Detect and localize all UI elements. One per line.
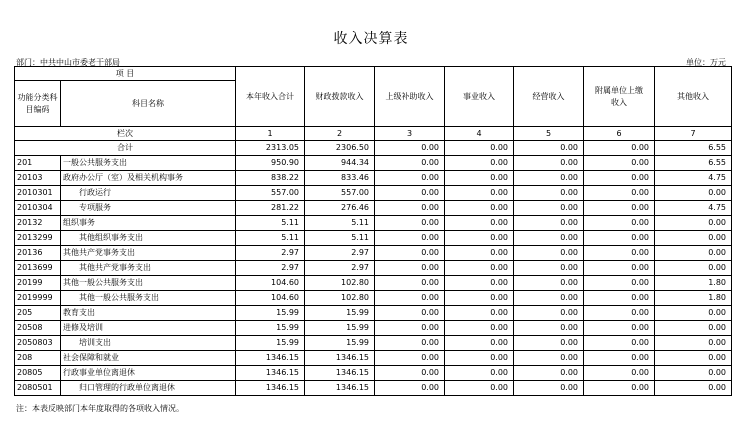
row-value: 0.00 xyxy=(584,246,655,261)
row-value: 5.11 xyxy=(236,231,305,246)
total-value: 0.00 xyxy=(514,141,584,156)
row-code: 20132 xyxy=(15,216,61,231)
row-value: 4.75 xyxy=(655,171,732,186)
seq-6: 6 xyxy=(584,127,655,141)
row-value: 0.00 xyxy=(514,216,584,231)
row-value: 15.99 xyxy=(236,336,305,351)
total-value: 6.55 xyxy=(655,141,732,156)
row-value: 0.00 xyxy=(375,276,445,291)
row-value: 0.00 xyxy=(655,321,732,336)
row-value: 0.00 xyxy=(655,366,732,381)
row-name: 组织事务 xyxy=(61,216,236,231)
row-value: 0.00 xyxy=(584,351,655,366)
header-name-col: 科目名称 xyxy=(61,81,236,127)
row-code: 20508 xyxy=(15,321,61,336)
row-value: 0.00 xyxy=(375,201,445,216)
row-value: 0.00 xyxy=(445,276,514,291)
table-row xyxy=(15,381,732,396)
row-value: 0.00 xyxy=(375,231,445,246)
row-value: 0.00 xyxy=(445,366,514,381)
row-value: 0.00 xyxy=(375,351,445,366)
row-value: 0.00 xyxy=(655,261,732,276)
row-value: 0.00 xyxy=(514,321,584,336)
table-row xyxy=(15,351,732,366)
row-name: 专项服务 xyxy=(61,201,236,216)
table-row xyxy=(15,216,732,231)
row-value: 838.22 xyxy=(236,171,305,186)
header-code-col: 功能分类科目编码 xyxy=(15,81,61,127)
row-value: 1346.15 xyxy=(236,351,305,366)
row-name: 其他一般公共服务支出 xyxy=(61,276,236,291)
seq-2: 2 xyxy=(305,127,375,141)
row-value: 0.00 xyxy=(584,156,655,171)
row-code: 208 xyxy=(15,351,61,366)
total-label: 合计 xyxy=(15,141,236,156)
row-name: 进修及培训 xyxy=(61,321,236,336)
row-value: 0.00 xyxy=(584,336,655,351)
row-value: 0.00 xyxy=(445,216,514,231)
row-value: 0.00 xyxy=(514,291,584,306)
row-code: 205 xyxy=(15,306,61,321)
seq-5: 5 xyxy=(514,127,584,141)
total-value: 2313.05 xyxy=(236,141,305,156)
row-value: 0.00 xyxy=(514,201,584,216)
row-value: 0.00 xyxy=(584,276,655,291)
seq-1: 1 xyxy=(236,127,305,141)
row-value: 1.80 xyxy=(655,291,732,306)
row-value: 0.00 xyxy=(375,381,445,396)
row-code: 2013699 xyxy=(15,261,61,276)
row-value: 0.00 xyxy=(445,201,514,216)
row-value: 0.00 xyxy=(445,291,514,306)
seq-3: 3 xyxy=(375,127,445,141)
row-value: 1.80 xyxy=(655,276,732,291)
total-value: 0.00 xyxy=(445,141,514,156)
row-value: 0.00 xyxy=(514,186,584,201)
total-row xyxy=(15,141,732,156)
row-value: 0.00 xyxy=(514,366,584,381)
row-name: 归口管理的行政单位离退休 xyxy=(61,381,236,396)
row-value: 0.00 xyxy=(375,156,445,171)
row-value: 281.22 xyxy=(236,201,305,216)
row-value: 0.00 xyxy=(514,306,584,321)
row-code: 2080501 xyxy=(15,381,61,396)
row-code: 201 xyxy=(15,156,61,171)
table-row xyxy=(15,231,732,246)
row-name: 培训支出 xyxy=(61,336,236,351)
row-value: 0.00 xyxy=(655,246,732,261)
seq-4: 4 xyxy=(445,127,514,141)
row-value: 1346.15 xyxy=(236,366,305,381)
table-row xyxy=(15,336,732,351)
table-row xyxy=(15,366,732,381)
row-value: 950.90 xyxy=(236,156,305,171)
row-name: 其他组织事务支出 xyxy=(61,231,236,246)
header-col-7: 其他收入 xyxy=(655,67,732,127)
row-value: 0.00 xyxy=(584,216,655,231)
row-value: 0.00 xyxy=(375,171,445,186)
table-row xyxy=(15,291,732,306)
row-value: 0.00 xyxy=(445,336,514,351)
row-value: 0.00 xyxy=(445,261,514,276)
row-name: 一般公共服务支出 xyxy=(61,156,236,171)
row-value: 944.34 xyxy=(305,156,375,171)
row-value: 0.00 xyxy=(514,381,584,396)
row-value: 0.00 xyxy=(655,336,732,351)
row-value: 0.00 xyxy=(375,291,445,306)
seq-label: 栏次 xyxy=(15,127,236,141)
row-value: 0.00 xyxy=(375,306,445,321)
footnote: 注：本表反映部门本年度取得的各项收入情况。 xyxy=(16,404,184,413)
table-row xyxy=(15,306,732,321)
row-value: 0.00 xyxy=(514,246,584,261)
table-row xyxy=(15,156,732,171)
row-value: 557.00 xyxy=(305,186,375,201)
table-row xyxy=(15,171,732,186)
row-value: 0.00 xyxy=(375,246,445,261)
row-value: 5.11 xyxy=(305,231,375,246)
row-value: 0.00 xyxy=(445,231,514,246)
row-value: 557.00 xyxy=(236,186,305,201)
row-name: 政府办公厅（室）及相关机构事务 xyxy=(61,171,236,186)
row-value: 4.75 xyxy=(655,201,732,216)
row-value: 0.00 xyxy=(584,171,655,186)
row-value: 15.99 xyxy=(305,336,375,351)
row-value: 0.00 xyxy=(584,261,655,276)
row-value: 0.00 xyxy=(584,231,655,246)
row-value: 0.00 xyxy=(445,171,514,186)
row-code: 20199 xyxy=(15,276,61,291)
row-value: 0.00 xyxy=(514,261,584,276)
row-value: 2.97 xyxy=(305,246,375,261)
header-item-group: 项 目 xyxy=(15,67,236,81)
row-value: 15.99 xyxy=(236,306,305,321)
table-row xyxy=(15,186,732,201)
row-value: 0.00 xyxy=(655,216,732,231)
row-value: 0.00 xyxy=(584,321,655,336)
department-label: 部门：中共中山市委老干部局 xyxy=(16,58,120,67)
header-col-3: 上级补助收入 xyxy=(375,67,445,127)
row-code: 2050803 xyxy=(15,336,61,351)
row-name: 行政运行 xyxy=(61,186,236,201)
row-value: 276.46 xyxy=(305,201,375,216)
row-code: 20103 xyxy=(15,171,61,186)
row-value: 5.11 xyxy=(305,216,375,231)
row-value: 833.46 xyxy=(305,171,375,186)
header-col-2: 财政拨款收入 xyxy=(305,67,375,127)
row-value: 5.11 xyxy=(236,216,305,231)
table-row xyxy=(15,246,732,261)
row-code: 20136 xyxy=(15,246,61,261)
table-row xyxy=(15,276,732,291)
row-name: 其他共产党事务支出 xyxy=(61,246,236,261)
row-value: 0.00 xyxy=(514,351,584,366)
row-code: 20805 xyxy=(15,366,61,381)
row-value: 0.00 xyxy=(584,186,655,201)
row-value: 0.00 xyxy=(514,156,584,171)
row-value: 0.00 xyxy=(584,201,655,216)
row-code: 2013299 xyxy=(15,231,61,246)
row-value: 0.00 xyxy=(514,171,584,186)
row-value: 1346.15 xyxy=(305,351,375,366)
row-code: 2010304 xyxy=(15,201,61,216)
row-value: 1346.15 xyxy=(305,381,375,396)
row-value: 1346.15 xyxy=(305,366,375,381)
row-value: 0.00 xyxy=(584,366,655,381)
row-name: 教育支出 xyxy=(61,306,236,321)
total-value: 0.00 xyxy=(584,141,655,156)
row-value: 0.00 xyxy=(445,351,514,366)
row-value: 0.00 xyxy=(655,231,732,246)
row-value: 0.00 xyxy=(584,381,655,396)
header-col-6: 附属单位上缴收入 xyxy=(584,67,655,127)
row-value: 102.80 xyxy=(305,276,375,291)
row-value: 0.00 xyxy=(445,381,514,396)
row-value: 0.00 xyxy=(655,351,732,366)
table-row xyxy=(15,261,732,276)
table-row xyxy=(15,321,732,336)
row-value: 0.00 xyxy=(655,381,732,396)
row-value: 15.99 xyxy=(305,306,375,321)
income-table xyxy=(14,66,732,396)
row-name: 社会保障和就业 xyxy=(61,351,236,366)
row-value: 0.00 xyxy=(514,336,584,351)
row-value: 0.00 xyxy=(445,321,514,336)
row-name: 其他一般公共服务支出 xyxy=(61,291,236,306)
row-value: 15.99 xyxy=(305,321,375,336)
row-value: 0.00 xyxy=(514,231,584,246)
total-value: 0.00 xyxy=(375,141,445,156)
row-code: 2019999 xyxy=(15,291,61,306)
row-value: 0.00 xyxy=(655,186,732,201)
row-value: 0.00 xyxy=(445,246,514,261)
row-value: 15.99 xyxy=(236,321,305,336)
row-value: 0.00 xyxy=(375,261,445,276)
row-value: 0.00 xyxy=(445,156,514,171)
row-value: 1346.15 xyxy=(236,381,305,396)
row-value: 104.60 xyxy=(236,276,305,291)
row-value: 0.00 xyxy=(375,216,445,231)
row-value: 0.00 xyxy=(584,306,655,321)
row-value: 2.97 xyxy=(236,261,305,276)
row-code: 2010301 xyxy=(15,186,61,201)
page-title: 收入决算表 xyxy=(333,31,409,47)
row-value: 0.00 xyxy=(514,276,584,291)
row-name: 行政事业单位离退休 xyxy=(61,366,236,381)
total-value: 2306.50 xyxy=(305,141,375,156)
row-value: 0.00 xyxy=(375,336,445,351)
row-value: 0.00 xyxy=(584,291,655,306)
header-col-4: 事业收入 xyxy=(445,67,514,127)
row-value: 0.00 xyxy=(445,186,514,201)
header-col-1: 本年收入合计 xyxy=(236,67,305,127)
row-value: 0.00 xyxy=(375,321,445,336)
row-value: 6.55 xyxy=(655,156,732,171)
header-col-5: 经营收入 xyxy=(514,67,584,127)
row-name: 其他共产党事务支出 xyxy=(61,261,236,276)
row-value: 2.97 xyxy=(305,261,375,276)
unit-label: 单位：万元 xyxy=(686,58,726,67)
table-row xyxy=(15,201,732,216)
row-value: 0.00 xyxy=(375,366,445,381)
row-value: 104.60 xyxy=(236,291,305,306)
row-value: 102.80 xyxy=(305,291,375,306)
row-value: 0.00 xyxy=(375,186,445,201)
row-value: 0.00 xyxy=(445,306,514,321)
row-value: 2.97 xyxy=(236,246,305,261)
seq-7: 7 xyxy=(655,127,732,141)
row-value: 0.00 xyxy=(655,306,732,321)
